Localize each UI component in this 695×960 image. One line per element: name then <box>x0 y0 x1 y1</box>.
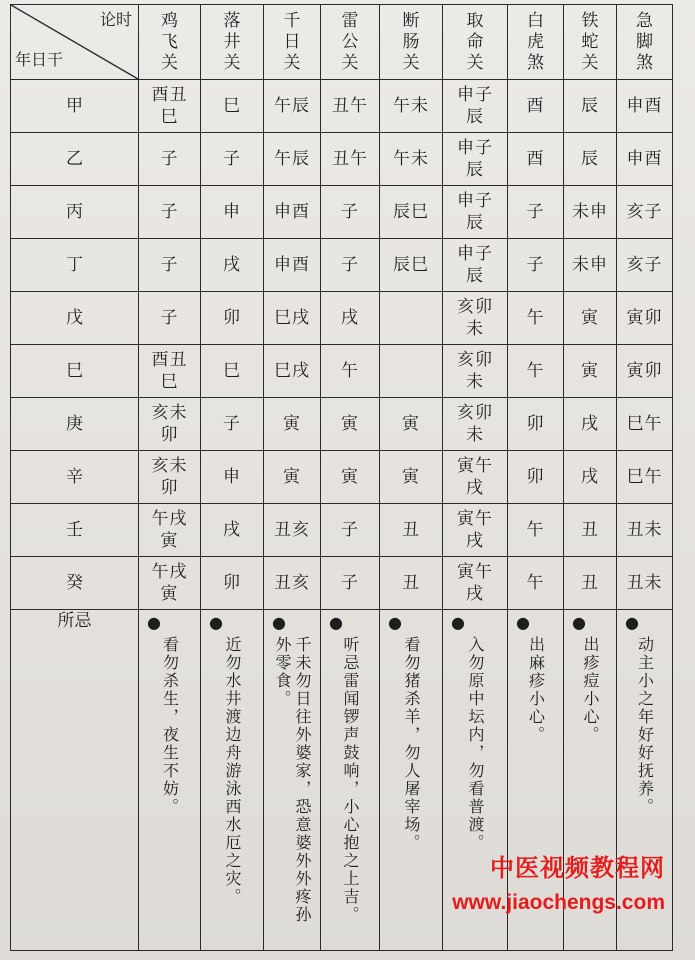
cell-text: 丑 <box>402 573 420 593</box>
column-header-label: 断肠关 <box>402 10 420 73</box>
table-cell <box>201 345 264 398</box>
cell-text: 卯 <box>223 308 241 328</box>
table-cell <box>508 292 564 345</box>
cell-text: 辰 <box>581 149 599 169</box>
cell-text: 丑亥 <box>274 573 310 593</box>
cell-text: 未申 <box>572 255 608 275</box>
table-cell <box>321 451 380 504</box>
cell-text: 寅 <box>402 414 420 434</box>
cell-text: 巳戌 <box>274 308 310 328</box>
watermark <box>452 852 665 920</box>
cell-text: 酉丑巳 <box>151 85 188 127</box>
table-cell <box>564 398 617 451</box>
cell-text: 申酉 <box>626 96 663 116</box>
cell-text: 午 <box>526 520 545 540</box>
table-cell <box>264 557 321 610</box>
cell-text: 丑午 <box>332 149 368 169</box>
cell-text: 申 <box>223 202 241 222</box>
table-cell <box>617 133 673 186</box>
table-cell <box>617 398 673 451</box>
bullet-icon: ● <box>625 613 639 632</box>
table-cell <box>380 292 443 345</box>
table-cell <box>264 451 321 504</box>
cell-text: 申 <box>223 467 241 487</box>
cell-text: 申子辰 <box>457 191 493 233</box>
cell-text: 卯 <box>526 414 545 434</box>
cell-text: 午 <box>526 308 545 328</box>
table-cell <box>201 398 264 451</box>
table-cell <box>564 239 617 292</box>
table-cell <box>321 398 380 451</box>
table-cell <box>139 239 201 292</box>
header-row <box>11 5 673 80</box>
cell-text: 卯 <box>223 573 241 593</box>
table-cell <box>508 239 564 292</box>
table-cell <box>617 186 673 239</box>
note-text: 听忌雷闻锣声鼓响，小心抱之上吉。 <box>341 636 360 924</box>
bullet-icon: ● <box>209 613 223 632</box>
column-header <box>321 5 380 80</box>
table-cell <box>139 398 201 451</box>
cell-text: 寅 <box>341 414 359 434</box>
table-cell <box>321 292 380 345</box>
table-cell <box>139 133 201 186</box>
cell-text: 子 <box>341 255 359 275</box>
table-cell <box>264 398 321 451</box>
column-header-label: 落井关 <box>223 10 241 73</box>
table-cell <box>201 239 264 292</box>
cell-text: 子 <box>160 255 179 275</box>
table-cell <box>617 80 673 133</box>
note-text: 看勿猪杀羊，勿人屠宰场。 <box>402 636 421 852</box>
table-row <box>11 80 673 133</box>
stem-cell: 乙 <box>11 133 139 186</box>
cell-text: 寅午戌 <box>457 562 493 604</box>
cell-text: 巳 <box>223 361 241 381</box>
cell-text: 亥子 <box>626 202 663 222</box>
cell-text: 寅 <box>402 467 420 487</box>
table-cell <box>380 80 443 133</box>
table-cell <box>321 504 380 557</box>
column-header-label: 鸡飞关 <box>161 10 178 73</box>
table-cell <box>443 345 508 398</box>
cell-text: 巳戌 <box>274 361 310 381</box>
cell-text: 申子辰 <box>457 244 493 286</box>
bullet-icon: ● <box>451 613 465 632</box>
column-header-label: 急脚煞 <box>636 10 653 73</box>
table-cell <box>617 345 673 398</box>
cell-text: 申酉 <box>274 255 310 275</box>
table-cell <box>508 557 564 610</box>
note-text: 近勿水井渡边舟游泳西水厄之灾。 <box>223 636 242 906</box>
cell-text: 未申 <box>572 202 608 222</box>
table-cell <box>201 80 264 133</box>
stem-cell: 丙 <box>11 186 139 239</box>
table-cell <box>564 557 617 610</box>
stem-cell: 壬 <box>11 504 139 557</box>
table-cell <box>508 345 564 398</box>
table-cell <box>264 133 321 186</box>
cell-text: 戌 <box>223 520 241 540</box>
table-cell <box>443 133 508 186</box>
table-cell <box>264 239 321 292</box>
table-row <box>11 239 673 292</box>
corner-top-label: 论时 <box>99 10 132 29</box>
table-cell <box>443 186 508 239</box>
stem-cell: 丁 <box>11 239 139 292</box>
table-cell <box>564 292 617 345</box>
table-cell <box>321 133 380 186</box>
table-cell <box>380 345 443 398</box>
table-cell <box>443 239 508 292</box>
note-text: 出疹痘小心。 <box>581 636 600 744</box>
watermark-site-name: 中医视频教程网 <box>490 855 665 882</box>
table-row <box>11 557 673 610</box>
cell-text: 子 <box>341 520 359 540</box>
bullet-icon: ● <box>516 613 530 632</box>
column-header-label: 铁蛇关 <box>581 10 599 73</box>
cell-text: 子 <box>223 414 241 434</box>
cell-text: 戌 <box>581 467 599 487</box>
watermark-url: www.jiaochengs.com <box>452 891 665 914</box>
stem-cell: 辛 <box>11 451 139 504</box>
table-cell <box>443 557 508 610</box>
table-cell <box>443 292 508 345</box>
cell-text: 午辰 <box>274 149 310 169</box>
column-header <box>443 5 508 80</box>
cell-text: 辰巳 <box>393 255 429 275</box>
table-cell <box>139 504 201 557</box>
column-header <box>139 5 201 80</box>
cell-text: 卯 <box>526 467 545 487</box>
table-cell <box>380 504 443 557</box>
table-cell <box>508 504 564 557</box>
cell-text: 申子辰 <box>457 85 493 127</box>
bullet-icon: ● <box>388 613 402 632</box>
cell-text: 午戌寅 <box>151 562 188 604</box>
table-cell <box>321 186 380 239</box>
cell-text: 亥未卯 <box>151 456 188 498</box>
cell-text: 巳 <box>223 96 241 116</box>
table-cell <box>264 345 321 398</box>
table-cell <box>564 186 617 239</box>
table-cell <box>139 80 201 133</box>
cell-text: 子 <box>160 308 179 328</box>
cell-text: 丑亥 <box>274 520 310 540</box>
table-cell <box>564 80 617 133</box>
cell-text: 亥卯未 <box>457 297 493 339</box>
table-row <box>11 451 673 504</box>
table-cell <box>264 504 321 557</box>
stem-cell: 巳 <box>11 345 139 398</box>
table-cell <box>380 133 443 186</box>
note-text: 千未勿日往外婆家，恐意婆外外疼孙外零食。 <box>273 636 312 924</box>
cell-text: 寅 <box>283 414 301 434</box>
cell-text: 午 <box>526 573 545 593</box>
column-header-label: 白虎煞 <box>527 10 544 73</box>
table-cell <box>508 186 564 239</box>
cell-text: 亥子 <box>626 255 663 275</box>
column-header-label: 雷公关 <box>341 10 359 73</box>
cell-text: 丑 <box>581 573 599 593</box>
cell-text: 子 <box>341 202 359 222</box>
cell-text: 丑未 <box>626 573 663 593</box>
table-row <box>11 398 673 451</box>
table-cell <box>321 557 380 610</box>
table-cell <box>139 451 201 504</box>
stem-cell: 戊 <box>11 292 139 345</box>
corner-cell <box>11 5 139 80</box>
cell-text: 寅午戌 <box>457 509 493 551</box>
cell-text: 辰巳 <box>393 202 429 222</box>
cell-text: 酉 <box>526 149 545 169</box>
cell-text: 寅卯 <box>626 361 663 381</box>
table-cell <box>321 80 380 133</box>
table-cell <box>564 345 617 398</box>
table-cell <box>508 133 564 186</box>
bullet-icon: ● <box>272 613 286 632</box>
table-cell <box>264 80 321 133</box>
table-cell <box>264 292 321 345</box>
cell-text: 戌 <box>341 308 359 328</box>
corner-bottom-label: 年日干 <box>15 50 64 69</box>
table-cell <box>201 292 264 345</box>
cell-text: 子 <box>223 149 241 169</box>
cell-text: 辰 <box>581 96 599 116</box>
table-cell <box>321 239 380 292</box>
almanac-table <box>10 4 673 951</box>
cell-text: 戌 <box>581 414 599 434</box>
cell-text: 丑午 <box>332 96 368 116</box>
table-cell <box>380 451 443 504</box>
table-cell <box>139 557 201 610</box>
column-header-label: 取命关 <box>466 10 484 73</box>
table-row <box>11 292 673 345</box>
table-cell <box>617 451 673 504</box>
cell-text: 申子辰 <box>457 138 493 180</box>
table-cell <box>617 239 673 292</box>
table-cell <box>617 292 673 345</box>
table-cell <box>617 557 673 610</box>
table-cell <box>201 133 264 186</box>
table-row <box>11 504 673 557</box>
cell-text: 酉丑巳 <box>151 350 188 392</box>
table-row <box>11 133 673 186</box>
table-cell <box>321 345 380 398</box>
note-text: 入勿原中坛内，勿看普渡。 <box>466 636 485 852</box>
cell-text: 巳午 <box>626 467 663 487</box>
column-header-label: 千日关 <box>283 10 301 73</box>
cell-text: 午辰 <box>274 96 310 116</box>
table-cell <box>380 239 443 292</box>
cell-text: 寅 <box>581 361 599 381</box>
table-cell <box>508 398 564 451</box>
column-header <box>264 5 321 80</box>
cell-text: 亥卯未 <box>457 403 493 445</box>
stem-cell: 甲 <box>11 80 139 133</box>
cell-text: 亥卯未 <box>457 350 493 392</box>
column-header <box>508 5 564 80</box>
note-cell <box>321 610 380 951</box>
table-cell <box>508 80 564 133</box>
cell-text: 寅 <box>341 467 359 487</box>
column-header <box>380 5 443 80</box>
bullet-icon: ● <box>572 613 586 632</box>
table-cell <box>201 451 264 504</box>
cell-text: 寅 <box>283 467 301 487</box>
stem-cell: 癸 <box>11 557 139 610</box>
stem-cell: 庚 <box>11 398 139 451</box>
cell-text: 子 <box>526 202 545 222</box>
column-header <box>617 5 673 80</box>
table-cell <box>564 133 617 186</box>
cell-text: 酉 <box>526 96 545 116</box>
cell-text: 申酉 <box>274 202 310 222</box>
table-row <box>11 345 673 398</box>
table-cell <box>443 504 508 557</box>
note-text: 看勿杀生，夜生不妨。 <box>160 636 180 816</box>
cell-text: 子 <box>341 573 359 593</box>
cell-text: 戌 <box>223 255 241 275</box>
table-cell <box>139 186 201 239</box>
table-cell <box>564 451 617 504</box>
table-cell <box>443 80 508 133</box>
cell-text: 午戌寅 <box>151 509 188 551</box>
cell-text: 子 <box>160 202 179 222</box>
table-cell <box>201 186 264 239</box>
column-header <box>201 5 264 80</box>
note-cell <box>264 610 321 951</box>
cell-text: 亥未卯 <box>151 403 188 445</box>
table-row <box>11 186 673 239</box>
cell-text: 子 <box>160 149 179 169</box>
table-cell <box>380 186 443 239</box>
table-cell <box>201 557 264 610</box>
cell-text: 丑 <box>581 520 599 540</box>
bullet-icon: ● <box>329 613 343 632</box>
note-cell <box>380 610 443 951</box>
cell-text: 申酉 <box>626 149 663 169</box>
cell-text: 寅 <box>581 308 599 328</box>
cell-text: 午未 <box>393 149 429 169</box>
note-text: 出麻疹小心。 <box>526 636 546 744</box>
cell-text: 寅午戌 <box>457 456 493 498</box>
table-cell <box>201 504 264 557</box>
notes-label: 所忌 <box>11 610 139 951</box>
column-header <box>564 5 617 80</box>
table-cell <box>264 186 321 239</box>
table-cell <box>443 398 508 451</box>
bullet-icon: ● <box>147 613 161 632</box>
cell-text: 午 <box>526 361 545 381</box>
table-cell <box>139 345 201 398</box>
cell-text: 午 <box>341 361 359 381</box>
table-cell <box>617 504 673 557</box>
cell-text: 丑未 <box>626 520 663 540</box>
note-text: 动主小之年好好抚养。 <box>635 636 655 816</box>
cell-text: 子 <box>526 255 545 275</box>
cell-text: 丑 <box>402 520 420 540</box>
note-cell <box>139 610 201 951</box>
cell-text: 午未 <box>393 96 429 116</box>
table-cell <box>380 557 443 610</box>
table-cell <box>139 292 201 345</box>
table-cell <box>443 451 508 504</box>
table-cell <box>564 504 617 557</box>
table-cell <box>380 398 443 451</box>
note-cell <box>201 610 264 951</box>
cell-text: 寅卯 <box>626 308 663 328</box>
cell-text: 巳午 <box>626 414 663 434</box>
table-cell <box>508 451 564 504</box>
